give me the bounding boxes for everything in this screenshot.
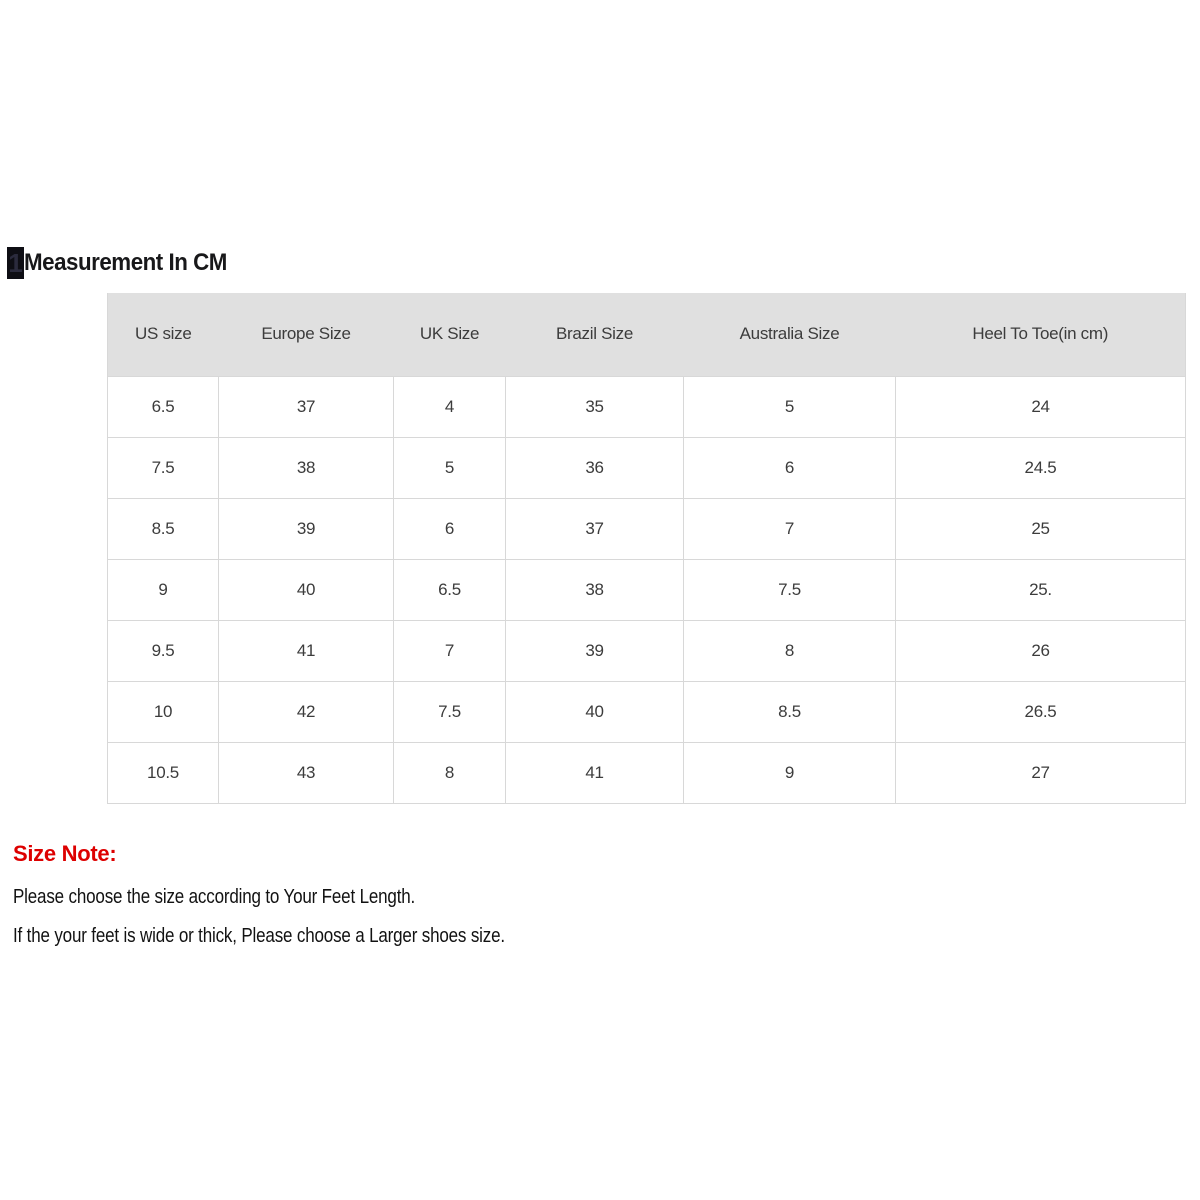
table-cell: 6.5 [108, 376, 219, 437]
table-cell: 37 [506, 498, 684, 559]
table-cell: 7.5 [108, 437, 219, 498]
table-cell: 9 [684, 742, 896, 803]
table-cell: 6.5 [394, 559, 506, 620]
table-row [108, 498, 1186, 559]
size-note-heading: Size Note: [13, 841, 117, 866]
table-cell: 24 [896, 376, 1186, 437]
column-header: Europe Size [219, 293, 394, 376]
table-cell: 43 [219, 742, 394, 803]
table-cell: 38 [219, 437, 394, 498]
column-header: US size [108, 293, 219, 376]
table-cell: 37 [219, 376, 394, 437]
table-cell: 40 [506, 681, 684, 742]
table-cell: 35 [506, 376, 684, 437]
table-cell: 27 [896, 742, 1186, 803]
table-body [108, 376, 1186, 803]
table-row [108, 742, 1186, 803]
table-cell: 25 [896, 498, 1186, 559]
column-header: Heel To Toe(in cm) [896, 293, 1186, 376]
table-cell: 41 [219, 620, 394, 681]
column-header: Australia Size [684, 293, 896, 376]
table-cell: 9 [108, 559, 219, 620]
table-cell: 8 [394, 742, 506, 803]
table-cell: 7.5 [684, 559, 896, 620]
table-header-row [108, 293, 1186, 376]
table-cell: 36 [506, 437, 684, 498]
page-title [7, 247, 242, 279]
table-cell: 10 [108, 681, 219, 742]
table-cell: 39 [506, 620, 684, 681]
table-cell: 5 [684, 376, 896, 437]
column-header: Brazil Size [506, 293, 684, 376]
size-note-line: Please choose the size according to Your Feet Length. [13, 886, 416, 908]
table-cell: 26 [896, 620, 1186, 681]
table-row [108, 376, 1186, 437]
table-row [108, 559, 1186, 620]
size-note-lines [13, 878, 592, 956]
table-cell: 42 [219, 681, 394, 742]
table-cell: 25. [896, 559, 1186, 620]
table-cell: 8.5 [108, 498, 219, 559]
table-cell: 7 [394, 620, 506, 681]
table-cell: 26.5 [896, 681, 1186, 742]
table-row [108, 681, 1186, 742]
table-cell: 4 [394, 376, 506, 437]
size-note [13, 841, 592, 956]
table-cell: 7 [684, 498, 896, 559]
table-cell: 41 [506, 742, 684, 803]
size-note-line: If the your feet is wide or thick, Please choose a Larger shoes size. [13, 925, 505, 947]
title-marker: 1 [8, 247, 23, 278]
table-cell: 8 [684, 620, 896, 681]
table-cell: 39 [219, 498, 394, 559]
table-row [108, 437, 1186, 498]
table-cell: 10.5 [108, 742, 219, 803]
table-cell: 6 [394, 498, 506, 559]
table-row [108, 620, 1186, 681]
table-cell: 7.5 [394, 681, 506, 742]
table-cell: 9.5 [108, 620, 219, 681]
table-cell: 8.5 [684, 681, 896, 742]
size-chart-table [107, 293, 1186, 804]
table-cell: 24.5 [896, 437, 1186, 498]
table-cell: 5 [394, 437, 506, 498]
table-cell: 40 [219, 559, 394, 620]
table-cell: 6 [684, 437, 896, 498]
page-title-text: Measurement In CM [24, 249, 227, 276]
column-header: UK Size [394, 293, 506, 376]
table-cell: 38 [506, 559, 684, 620]
